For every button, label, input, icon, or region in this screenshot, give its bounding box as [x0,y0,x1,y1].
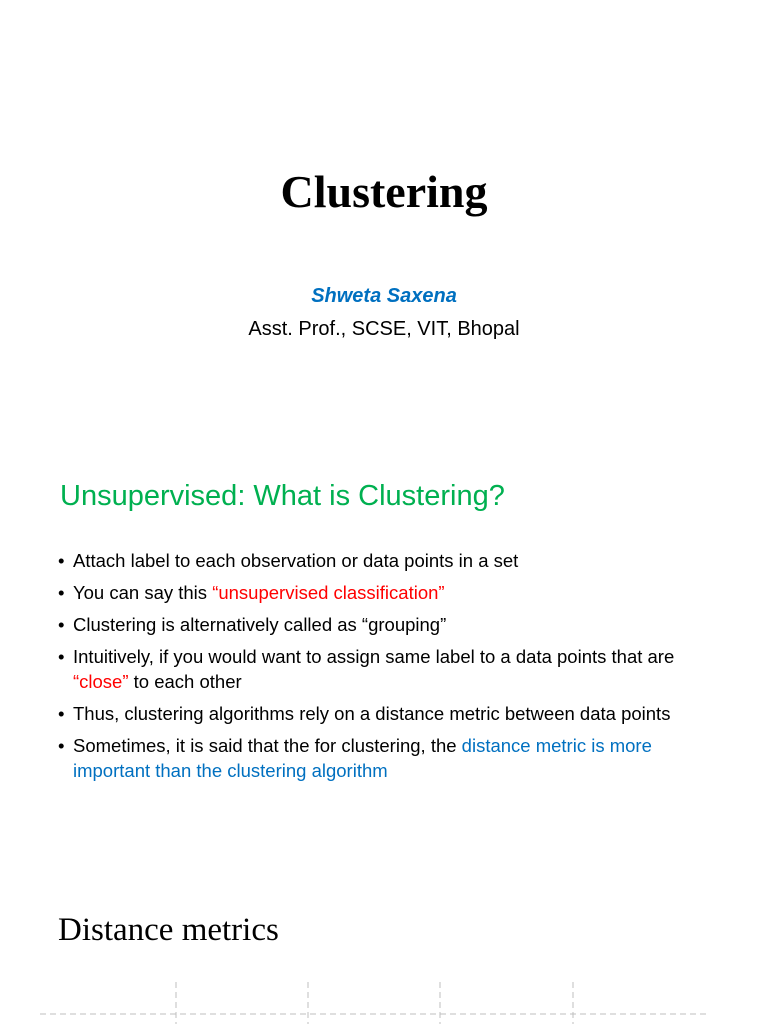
title-slide [0,0,768,440]
bullet-text: Thus, clustering algorithms rely on a distance metric between data points [73,703,671,724]
author-affiliation: Asst. Prof., SCSE, VIT, Bhopal [248,318,520,340]
what-is-clustering-slide [0,440,768,880]
slide-heading: Distance metrics [58,912,279,948]
bullet-text: “unsupervised classification” [212,582,445,603]
bullet-text: Attach label to each observation or data points in a set [73,550,519,571]
slide-heading: Unsupervised: What is Clustering? [60,480,505,512]
bullet-list [56,548,696,790]
bullet-item [56,612,696,637]
bullet-text: to each other [128,671,242,692]
bullet-text: You can say this [73,582,213,603]
bullet-text: distance metric is more important than the clustering algorithm [73,735,652,781]
author-name: Shweta Saxena [311,285,457,307]
bullet-item [56,733,696,783]
slide-title: Clustering [280,166,488,217]
bullet-item [56,580,696,605]
bullet-item [56,644,696,694]
bullet-text: Sometimes, it is said that the for clustering, the [73,735,462,756]
grid-figure [40,978,708,1024]
bullet-item [56,701,696,726]
bullet-text: Clustering is alternatively called as “grouping” [73,614,447,635]
distance-metrics-slide [0,880,768,1024]
bullet-text: “close” [73,671,129,692]
bullet-text: Intuitively, if you would want to assign same label to a data points that are [73,646,675,667]
bullet-item [56,548,696,573]
